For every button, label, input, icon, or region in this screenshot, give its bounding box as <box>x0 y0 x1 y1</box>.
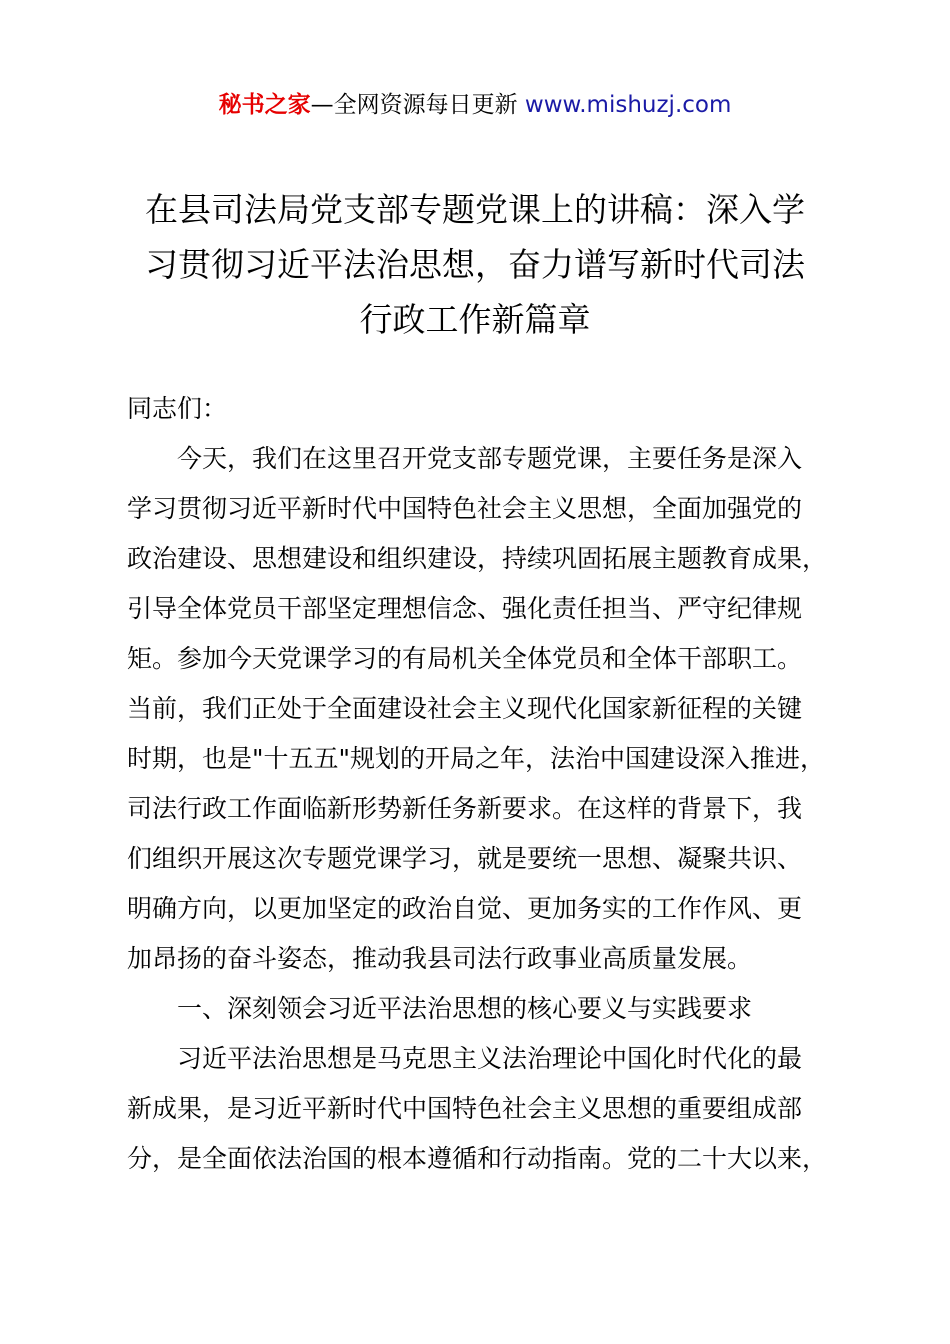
document-title <box>110 182 840 347</box>
paragraph-line: 加昂扬的奋斗姿态，推动我县司法行政事业高质量发展。 <box>127 944 753 973</box>
document-body <box>127 384 857 1184</box>
section-heading: 一、深刻领会习近平法治思想的核心要义与实践要求 <box>177 994 753 1023</box>
site-url-link[interactable]: www.mishuzj.com <box>524 92 732 118</box>
site-tagline: —全网资源每日更新 <box>310 92 525 118</box>
paragraph-line: 新成果，是习近平新时代中国特色社会主义思想的重要组成部 <box>127 1094 803 1123</box>
paragraph-line: 政治建设、思想建设和组织建设，持续巩固拓展主题教育成果， <box>127 544 828 573</box>
paragraph-line: 当前，我们正处于全面建设社会主义现代化国家新征程的关键 <box>127 694 803 723</box>
site-header <box>0 88 950 122</box>
paragraph-line: 时期，也是"十五五"规划的开局之年，法治中国建设深入推进， <box>127 744 826 773</box>
paragraph-line: 今天，我们在这里召开党支部专题党课，主要任务是深入 <box>177 444 803 473</box>
paragraph-line: 分，是全面依法治国的根本遵循和行动指南。党的二十大以来， <box>127 1144 828 1173</box>
site-brand: 秘书之家 <box>218 92 311 118</box>
paragraph-line: 明确方向，以更加坚定的政治自觉、更加务实的工作作风、更 <box>127 894 803 923</box>
paragraph-line: 司法行政工作面临新形势新任务新要求。在这样的背景下，我 <box>127 794 803 823</box>
title-line: 在县司法局党支部专题党课上的讲稿：深入学 <box>145 190 805 229</box>
paragraph-line: 矩。参加今天党课学习的有局机关全体党员和全体干部职工。 <box>127 644 803 673</box>
salutation: 同志们： <box>127 394 228 423</box>
paragraph-line: 引导全体党员干部坚定理想信念、强化责任担当、严守纪律规 <box>127 594 803 623</box>
paragraph-line: 学习贯彻习近平新时代中国特色社会主义思想，全面加强党的 <box>127 494 803 523</box>
title-line: 行政工作新篇章 <box>359 300 591 339</box>
title-line: 习贯彻习近平法治思想，奋力谱写新时代司法 <box>145 245 805 284</box>
paragraph-line: 们组织开展这次专题党课学习，就是要统一思想、凝聚共识、 <box>127 844 803 873</box>
paragraph-line: 习近平法治思想是马克思主义法治理论中国化时代化的最 <box>177 1044 803 1073</box>
